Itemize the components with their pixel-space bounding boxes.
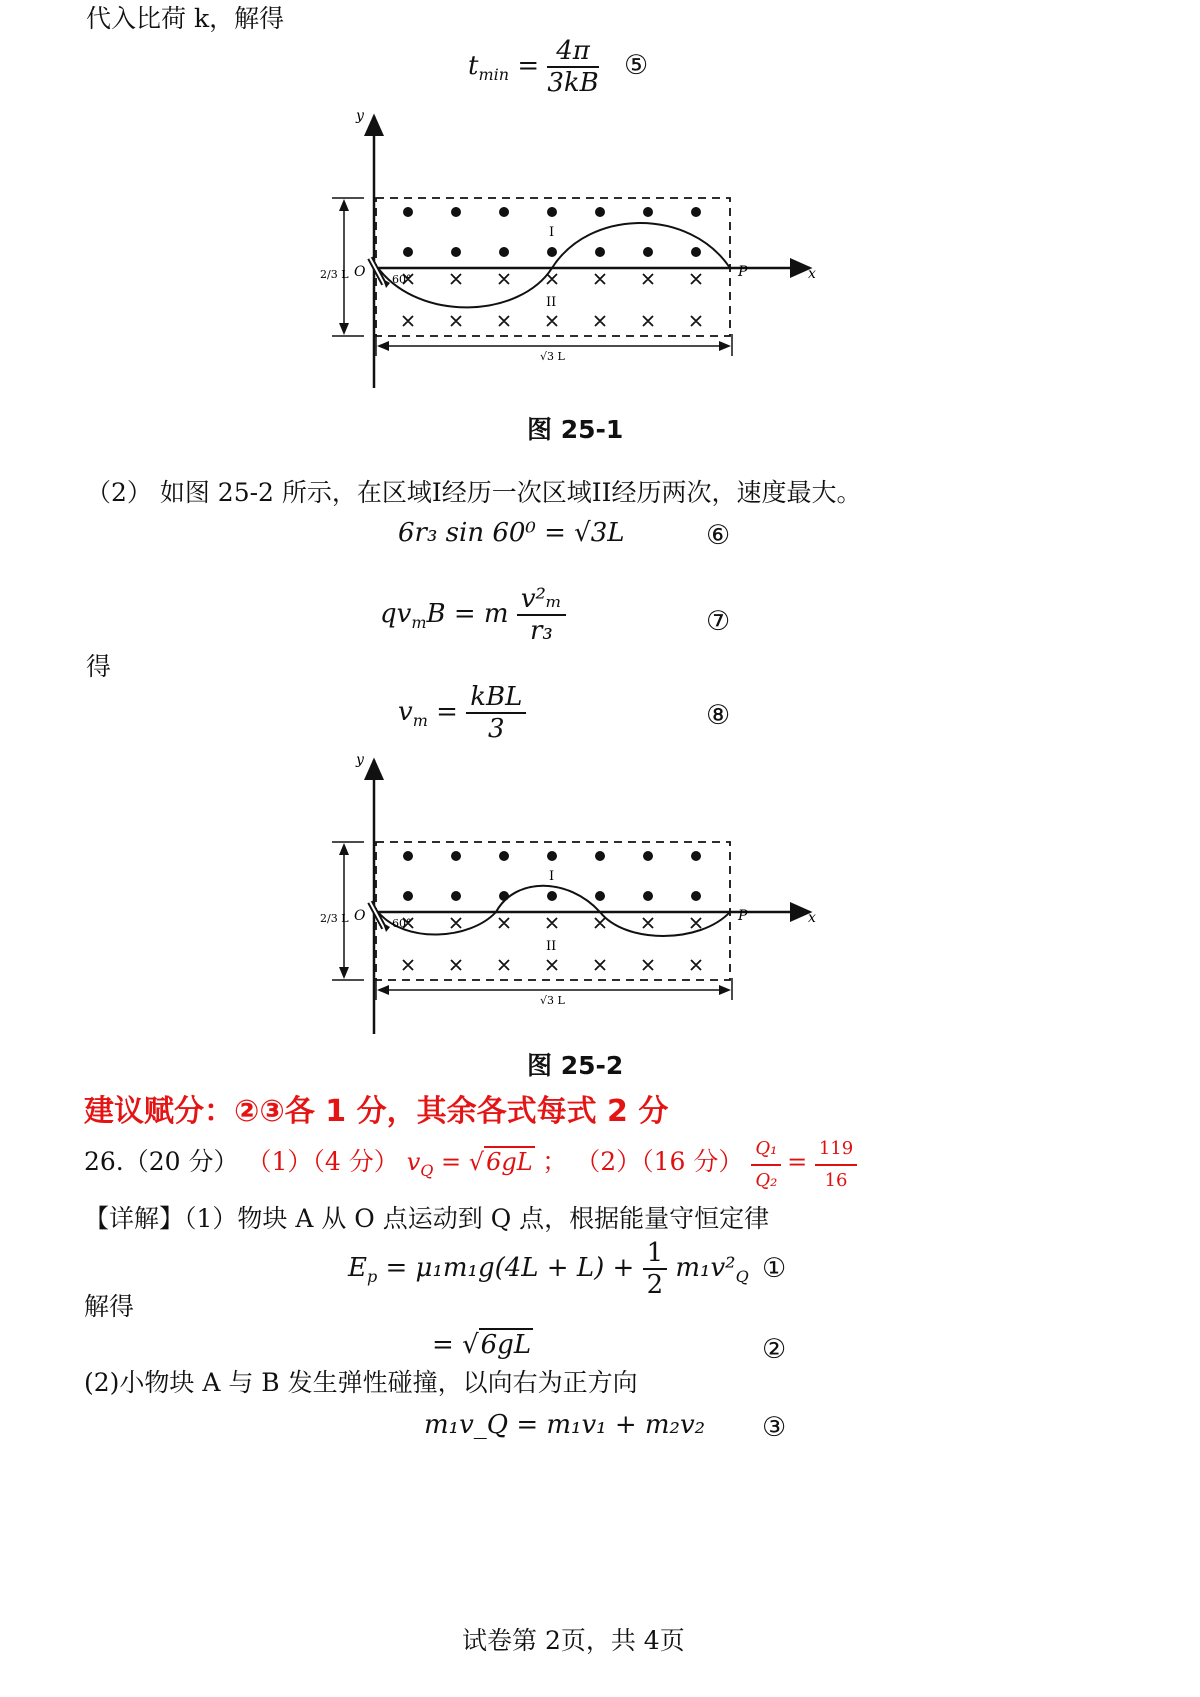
equation-5: $t_{min}$ = $\frac{4\pi}{3kB}$: [468, 36, 599, 98]
equation-2: = √6gL: [432, 1330, 532, 1360]
scoring-note: 建议赋分：②③各 1 分，其余各式每式 2 分: [84, 1094, 669, 1129]
region-ii-label: II: [546, 939, 557, 954]
height-label: 2/3 L: [320, 912, 349, 925]
region-ii-label: II: [546, 295, 557, 310]
part-2b-line: (2)小物块 A 与 B 发生弹性碰撞，以向右为正方向: [84, 1368, 638, 1397]
equation-6: 6r₃ sin 60⁰ = √3L: [398, 518, 625, 548]
figure-25-2: [300, 752, 840, 1042]
equation-8-mark: ⑧: [706, 700, 731, 731]
q26-part2: （2）（16 分）: [575, 1147, 744, 1176]
region-i-label: I: [549, 225, 555, 240]
intro-line: 代入比荷 k，解得: [86, 4, 285, 33]
equation-6-mark: ⑥: [706, 520, 731, 551]
point-p-label: P: [738, 264, 748, 280]
equation-8: $v_m$ = $\frac{\text{kBL}}{3}$: [398, 682, 526, 744]
figure-25-2-caption: 图 25-2: [527, 1051, 624, 1080]
equation-2-mark: ②: [762, 1334, 787, 1365]
de-line: 得: [86, 652, 112, 681]
region-i-label: I: [549, 869, 555, 884]
angle-label: 60°: [392, 273, 412, 286]
figure-25-1-caption: 图 25-1: [527, 415, 624, 444]
width-label: √3 L: [540, 350, 565, 363]
equation-1: $E_p = \mu_1m_1g(4L + L)$ + $\frac{1}{2}$ $m_1v^2_Q$: [348, 1238, 749, 1300]
y-axis-label: y: [356, 752, 364, 768]
jiede-line: 解得: [84, 1292, 135, 1321]
page-footer: 试卷第 2页，共 4页: [462, 1626, 685, 1655]
figure-25-1: [300, 108, 840, 398]
point-p-label: P: [738, 908, 748, 924]
equation-7: $qv_mB = m$ $\frac{\text{v²ₘ}}{\text{r₃}}$: [380, 584, 566, 646]
part-2-line: （2） 如图 25-2 所示，在区域I经历一次区域II经历两次，速度最大。: [86, 478, 862, 507]
equation-7-mark: ⑦: [706, 606, 731, 637]
angle-label: 60°: [392, 917, 412, 930]
origin-label: O: [354, 908, 366, 924]
height-label: 2/3 L: [320, 268, 349, 281]
x-axis-label: x: [808, 266, 816, 282]
q26-answer-line: 26.（20 分） （1）（4 分） $v_Q = √6gL$ ； （2）（16 分） $\frac{\text{Q₁}}{\text{Q₂}}$ = $\frac{119}{16}$: [84, 1134, 857, 1196]
q26-head: 26.（20 分）: [84, 1147, 239, 1176]
q26-part1: （1）（4 分）: [246, 1147, 399, 1176]
width-label: √3 L: [540, 994, 565, 1007]
equation-1-mark: ①: [762, 1253, 787, 1284]
equation-3-mark: ③: [762, 1412, 787, 1443]
origin-label: O: [354, 264, 366, 280]
detail-line: 【详解】（1）物块 A 从 O 点运动到 Q 点，根据能量守恒定律: [84, 1204, 770, 1233]
y-axis-label: y: [356, 108, 364, 124]
equation-5-mark: ⑤: [624, 50, 649, 81]
equation-3: m₁v_Q = m₁v₁ + m₂v₂: [424, 1410, 706, 1440]
x-axis-label: x: [808, 910, 816, 926]
